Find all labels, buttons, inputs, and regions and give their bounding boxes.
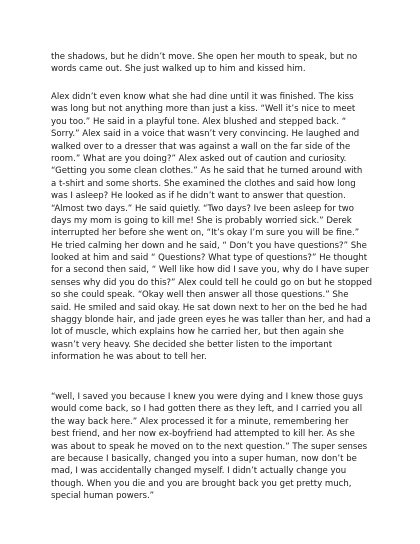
text-line: information he was about to tell her. <box>51 352 207 363</box>
text-line: so she could speak. “Okay well then answer all those questions.” She <box>51 290 349 301</box>
text-line: days my mom is going to kill me! She is probably worried sick.” Derek <box>51 215 352 226</box>
text-line: senses why did you do this?” Alex could tell he could go on but he stopped <box>51 277 373 288</box>
text-line: interrupted her before she went on, “It’s okay I’m sure you will be fine.” <box>51 228 360 239</box>
text-line: said. He smiled and said okay. He sat down next to her on the bed he had <box>51 302 367 313</box>
text-line: He tried calming her down and he said, “ Don’t you have questions?” She <box>51 240 367 251</box>
text-line: special human powers.” <box>51 491 155 502</box>
text-line: wasn’t very heavy. She decided she better listen to the important <box>51 339 333 350</box>
text-line: was long but not anything more than just a kiss. “Well it’s nice to meet <box>51 104 356 115</box>
text-line: would come back, so I had gotten there as they left, and I carried you all <box>51 404 363 415</box>
text-line: lot of muscle, which explains how he carried her, but then again she <box>51 327 344 338</box>
text-line: mad, I was accidentally changed myself. I didn’t actually change you <box>51 466 347 477</box>
text-line: are because I basically, changed you into a super human, now don’t be <box>51 453 357 464</box>
text-line: was about to speak he moved on to the next question.” The super senses <box>51 441 368 452</box>
text-line: you too.” He said in a playful tone. Alex blushed and stepped back. “ <box>51 116 347 127</box>
text-line: for a second then said, “ Well like how did I save you, why do I have super <box>51 265 369 276</box>
text-line: the shadows, but he didn’t move. She open her mouth to speak, but no <box>51 52 358 62</box>
text-line: room.” What are you doing?” Alex asked out of caution and curiosity. <box>51 153 347 164</box>
text-line: words came out. She just walked up to him and kissed him. <box>51 64 306 75</box>
text-line: looked at him and said “ Questions? What type of questions?” He thought <box>51 253 368 264</box>
text-line: Alex didn’t even know what she had dine until it was finished. The kiss <box>51 92 354 102</box>
text-line: “Getting you some clean clothes.” As he said that he turned around with <box>51 166 363 177</box>
text-line: though. When you die and you are brought back you get pretty much, <box>51 478 352 489</box>
text-line: “well, I saved you because I knew you were dying and I knew those guys <box>51 392 363 402</box>
text-line: a t-shirt and some shorts. She examined the clothes and said how long <box>51 178 356 189</box>
paragraph <box>51 51 373 76</box>
text-line: walked over to a dresser that was against a wall on the far side of the <box>51 141 351 152</box>
text-line: the way back here.” Alex processed it for a minute, remembering her <box>51 416 349 427</box>
paragraph <box>51 391 373 503</box>
text-line: “Almost two days.” He said quietly. “Two days? Ive been asleep for two <box>51 203 355 214</box>
text-line: best friend, and her now ex-boyfriend had attempted to kill her. As she <box>51 429 355 440</box>
paragraph <box>51 91 373 364</box>
text-line: was I asleep? He looked as if he didn’t want to answer that question. <box>51 191 346 202</box>
text-line: shaggy blonde hair, and jade green eyes he was taller than her, and had a <box>51 315 371 326</box>
text-line: Sorry.” Alex said in a voice that wasn’t very convincing. He laughed and <box>51 129 360 140</box>
